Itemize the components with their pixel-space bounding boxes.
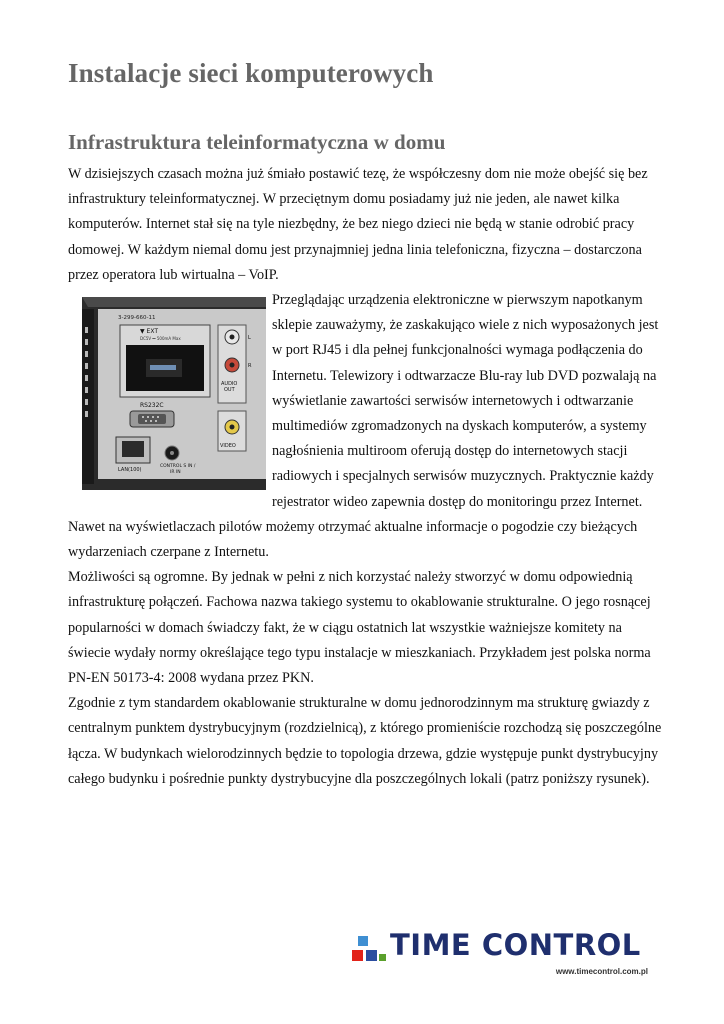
page-title: Instalacje sieci komputerowych — [68, 58, 434, 88]
time-control-logo — [352, 928, 652, 984]
control-s-label-1: CONTROL S IN / — [160, 464, 196, 470]
video-label: VIDEO — [220, 443, 236, 450]
paragraph-1: W dzisiejszych czasach można już śmiało postawić tezę, że współczesny dom nie może obejść się bez infrastruktury teleinformatycznej. W przeciętnym domu posiadamy już nie jeden, ale nawet kilka komputerów. Internet stał się na tyle niezbędny, że bez niego dzieci nie będą w stanie odrobić pracy domowej. W każdym niemal domu jest przynajmniej jedna linia telefoniczna, fizyczna – dostarczona przez operatora lub wirtualna – VoIP. — [68, 166, 648, 283]
logo-text: TIME CONTROL — [390, 928, 641, 962]
model-label: 3-299-660-11 — [118, 315, 156, 322]
audio-r-label: R — [248, 363, 252, 370]
logo-squares-icon — [352, 936, 386, 964]
article-body — [68, 162, 662, 792]
device-back-panel-photo — [68, 293, 266, 490]
audio-l-label: L — [248, 335, 251, 342]
audio-out-label-1: AUDIO — [221, 381, 238, 388]
ext-label: ▼ EXT — [140, 328, 158, 336]
paragraph-2: Przeglądając urządzenia elektroniczne w pierwszym napotkanym sklepie zauważymy, że zaskakująco wiele z nich wyposażonych jest w port RJ45 i dla pełnej funkcjonalności wymaga podłączenia do Internetu. Telewizory i odtwarzacze Blu-ray lub DVD pozwalają na wyświetlanie zawartości serwisów internetowych i odtwarzanie multimediów zgromadzonych na dyskach komputerów, a systemy nagłośnienia multiroom oferują dostęp do internetowych stacji radiowych i specjalnych serwisów muzycznych. Praktycznie każdy rejestrator wideo zapewnia dostęp do monitoringu przez Internet. Nawet na wyświetlaczach pilotów możemy otrzymać aktualne informacje o pogodzie czy bieżących wydarzeniach czerpane z Internetu. — [68, 292, 659, 561]
section-heading: Infrastruktura teleinformatyczna w domu — [68, 130, 446, 154]
logo-url: www.timecontrol.com.pl — [555, 967, 648, 976]
audio-out-label-2: OUT — [224, 387, 235, 394]
control-s-label-2: IR IN — [170, 470, 181, 476]
ext-sub-label: DC5V ⎓ 500mA Max — [140, 336, 181, 342]
paragraph-3: Możliwości są ogromne. By jednak w pełni z nich korzystać należy stworzyć w domu odpowiednią infrastrukturę połączeń. Fachowa nazwa takiego systemu to okablowanie strukturalne. O jego rosnącej popularności w domach świadczy fakt, że w ciągu ostatnich lat wszystkie ważniejsze komitety na świecie wydały normy określające tego typu instalacje w mieszkaniach. Przykładem jest polska norma PN-EN 50173-4: 2008 wydana przez PKN. — [68, 569, 651, 687]
lan-label: LAN(100) — [118, 467, 142, 474]
paragraph-4: Zgodnie z tym standardem okablowanie strukturalne w domu jednorodzinnym ma strukturę gwiazdy z centralnym punktem dystrybucyjnym (rozdzielnicą), z którego promieniście rozchodzą się poszczególne łącza. W budynkach wielorodzinnych będzie to topologia drzewa, gdzie występuje punkt dystrybucyjny całego budynku i pośrednie punkty dystrybucyjne dla poszczególnych lokali (patrz poniższy rysunek). — [68, 695, 662, 787]
rs232-label: RS232C — [140, 402, 164, 410]
